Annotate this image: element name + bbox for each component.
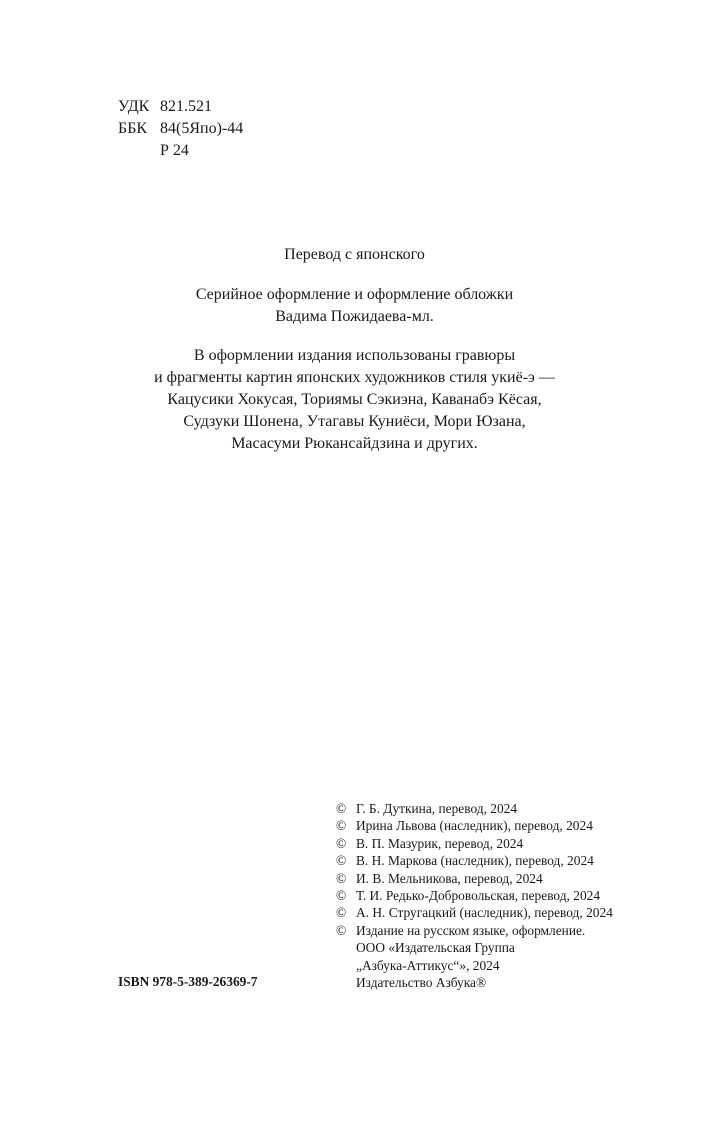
- bbk-label: ББК: [118, 120, 148, 137]
- illustrations-line: Кацусики Хокусая, Ториямы Сэкиэна, Каванабэ Кёсая,: [167, 391, 542, 408]
- copyright-item: [336, 800, 613, 817]
- copyright-item: [336, 852, 613, 869]
- copyright-text: Издание на русском языке, оформление.: [356, 922, 586, 938]
- copyright-text: Т. И. Редько-Добровольская, перевод, 2024: [356, 888, 601, 904]
- illustrations-line: и фрагменты картин японских художников стиля укиё-э —: [154, 369, 555, 386]
- copyright-symbol: ©: [336, 888, 347, 904]
- copyright-text: Ирина Львова (наследник), перевод, 2024: [356, 818, 593, 834]
- classification-block: [118, 96, 243, 162]
- copyright-text: Г. Б. Дуткина, перевод, 2024: [356, 801, 518, 816]
- copyright-item: [336, 870, 613, 887]
- bbk-value: 84(5Япо)-44: [160, 120, 244, 137]
- publisher-line: Издательство Азбука®: [356, 975, 487, 991]
- copyright-item: [336, 922, 613, 939]
- illustrations-line: Судзуки Шонена, Утагавы Куниёси, Мори Юзана,: [183, 413, 526, 430]
- copyright-symbol: ©: [336, 905, 347, 921]
- publisher-line: ООО «Издательская Группа: [356, 940, 515, 956]
- isbn: ISBN 978-5-389-26369-7: [118, 974, 258, 989]
- design-line: Вадима Пожидаева-мл.: [275, 308, 434, 325]
- udk-row: [118, 96, 243, 118]
- author-mark-row: [118, 140, 243, 162]
- copyright-item: [336, 817, 613, 834]
- copyright-list: [336, 800, 613, 991]
- copyright-item: [336, 904, 613, 921]
- copyright-symbol: ©: [336, 922, 347, 938]
- copyright-symbol: ©: [336, 870, 347, 886]
- copyright-symbol: ©: [336, 801, 347, 816]
- design-line: Серийное оформление и оформление обложки: [195, 286, 514, 303]
- illustrations-line: В оформлении издания использованы гравюры: [193, 347, 516, 364]
- bbk-row: [118, 118, 243, 140]
- copyright-symbol: ©: [336, 818, 347, 834]
- author-mark: Р 24: [160, 142, 189, 159]
- design-credit: [0, 284, 709, 328]
- copyright-text: В. П. Мазурик, перевод, 2024: [356, 835, 524, 851]
- illustrations-credit: [0, 345, 709, 455]
- translation-note: Перевод с японского: [284, 246, 425, 263]
- copyright-symbol: ©: [336, 853, 347, 869]
- copyright-text: В. Н. Маркова (наследник), перевод, 2024: [356, 853, 594, 869]
- publisher-line: „Азбука-Аттикус“», 2024: [356, 957, 500, 973]
- udk-value: 821.521: [160, 98, 212, 115]
- copyright-item: [336, 835, 613, 852]
- illustrations-line: Масасуми Рюкансайдзина и других.: [231, 435, 478, 452]
- copyright-item: [336, 887, 613, 904]
- copyright-symbol: ©: [336, 835, 347, 851]
- udk-label: УДК: [118, 98, 150, 115]
- copyright-text: А. Н. Стругацкий (наследник), перевод, 2024: [356, 905, 613, 921]
- copyright-text: И. В. Мельникова, перевод, 2024: [356, 870, 543, 886]
